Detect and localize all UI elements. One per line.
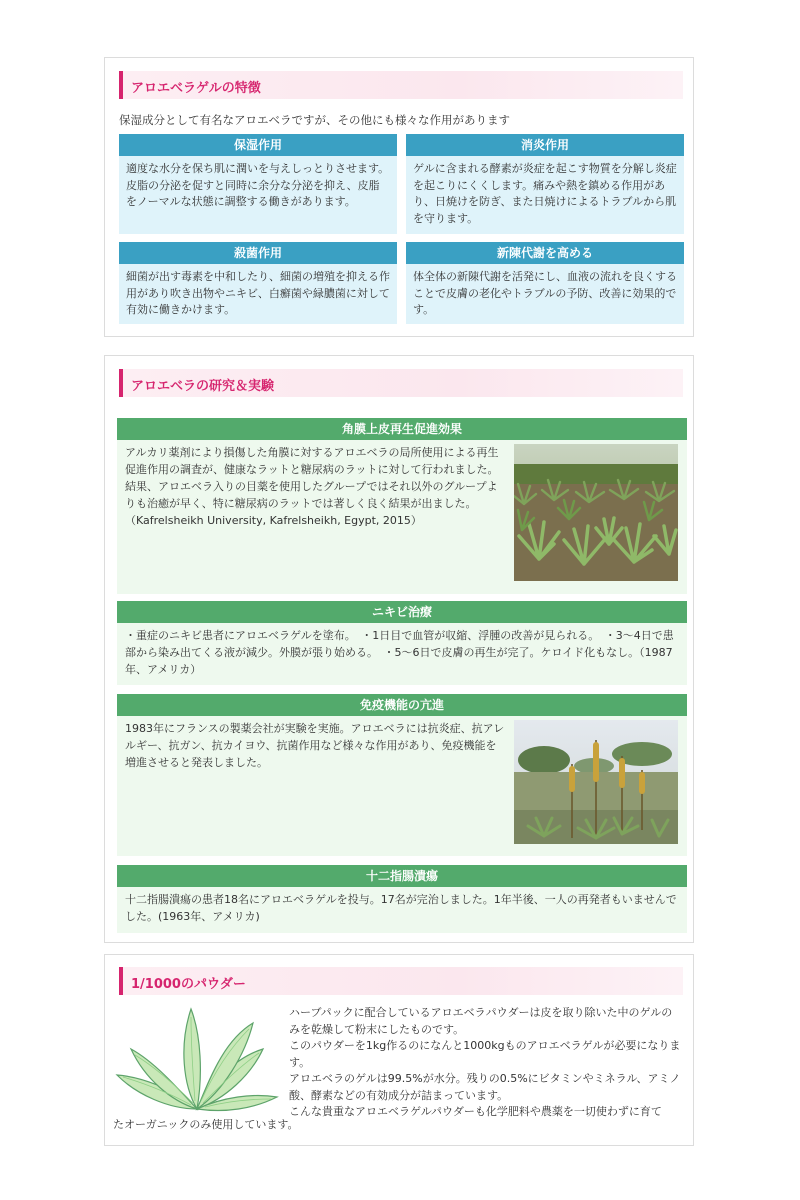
- research-item-title: 角膜上皮再生促進効果: [117, 418, 687, 440]
- research-panel: [104, 355, 694, 943]
- features-heading: [119, 71, 683, 99]
- features-title: アロエベラゲルの特徴: [131, 81, 261, 96]
- research-item-title: ニキビ治療: [117, 601, 687, 623]
- research-heading: [119, 369, 683, 397]
- feature-title: 殺菌作用: [119, 242, 397, 264]
- research-item-body: アルカリ薬剤により損傷した角膜に対するアロエベラの局所使用による再生促進作用の調査が、健康なラットと糖尿病のラットに対して行われました。結果、アロエベラ入りの目薬を使用したグループではそれ以外のグループよりも治癒が早く、特に糖尿病のラットでは著しく良く結果が出ました。（Kafrelsheikh University, Kafrelsheikh, Egypt, 2015）: [125, 446, 499, 527]
- research-item-body: 十二指腸潰瘍の患者18名にアロエベラゲルを投与。17名が完治しました。1年半後、一人の再発者もいませんでした。(1963年、アメリカ): [125, 893, 677, 923]
- powder-paragraph: こんな貴重なアロエベラゲルパウダーも化学肥料や農薬を一切使わずに育て: [289, 1105, 662, 1118]
- powder-panel: [104, 954, 694, 1146]
- aloe-flower-photo: [514, 720, 678, 844]
- powder-heading: [119, 967, 683, 995]
- features-panel: [104, 57, 694, 337]
- powder-paragraph: このパウダーを1kg作るのになんと1000kgものアロエベラゲルが必要になります。: [289, 1039, 681, 1069]
- powder-paragraph: アロエベラのゲルは99.5%が水分。残りの0.5%にビタミンやミネラル、アミノ酸、酵素などの有効成分が詰まっています。: [289, 1072, 681, 1102]
- research-item-body-box: [117, 623, 687, 685]
- research-item-body-box: [117, 716, 687, 856]
- research-title: アロエベラの研究＆実験: [131, 379, 275, 394]
- feature-box-antibacterial: [119, 242, 397, 324]
- aloe-leaves-illustration: [113, 1005, 281, 1117]
- research-item-body-box: [117, 887, 687, 933]
- feature-title: 消炎作用: [406, 134, 684, 156]
- feature-title: 新陳代謝を高める: [406, 242, 684, 264]
- feature-body: 細菌が出す毒素を中和したり、細菌の増殖を抑える作用があり吹き出物やニキビ、白癬菌や緑膿菌に対して有効に働きかけます。: [126, 270, 390, 316]
- feature-body: ゲルに含まれる酵素が炎症を起こす物質を分解し炎症を起こりにくくします。痛みや熱を鎮める作用があり、日焼けを防ぎ、また日焼けによるトラブルから肌を守ります。: [413, 162, 677, 225]
- powder-text: [289, 1005, 683, 1121]
- powder-title: 1/1000のパウダー: [131, 977, 246, 992]
- feature-box-metabolism: [406, 242, 684, 324]
- feature-box-moisture: [119, 134, 397, 234]
- research-item-body: 1983年にフランスの製薬会社が実験を実施。アロエベラには抗炎症、抗アレルギー、抗ガン、抗カイヨウ、抗菌作用など様々な作用があり、免疫機能を増進させると発表しました。: [125, 722, 505, 769]
- research-item-body-box: [117, 440, 687, 594]
- powder-paragraph: ハーブパックに配合しているアロエベラパウダーは皮を取り除いた中のゲルのみを乾燥して粉末にしたものです。: [289, 1006, 673, 1036]
- research-item-title: 免疫機能の亢進: [117, 694, 687, 716]
- research-item-body: ・重症のニキビ患者にアロエベラゲルを塗布。 ・1日目で血管が収縮、浮腫の改善が見られる。 ・3～4日で患部から染み出てくる液が減少。外膜が張り始める。 ・5～6日で皮膚の再生が完了。ケロイド化もなし。（1987年、アメリカ）: [125, 629, 674, 676]
- feature-box-anti-inflammatory: [406, 134, 684, 234]
- feature-body: 体全体の新陳代謝を活発にし、血液の流れを良くすることで皮膚の老化やトラブルの予防、改善に効果的です。: [413, 270, 677, 316]
- research-item-title: 十二指腸潰瘍: [117, 865, 687, 887]
- feature-body: 適度な水分を保ち肌に潤いを与えしっとりさせます。皮脂の分泌を促すと同時に余分な分泌を抑え、皮脂をノーマルな状態に調整する働きがあります。: [126, 162, 390, 208]
- aloe-field-photo: [514, 444, 678, 581]
- feature-title: 保湿作用: [119, 134, 397, 156]
- features-intro: 保湿成分として有名なアロエベラですが、その他にも様々な作用があります: [119, 113, 510, 127]
- powder-text-tail: たオーガニックのみ使用しています。: [113, 1118, 299, 1131]
